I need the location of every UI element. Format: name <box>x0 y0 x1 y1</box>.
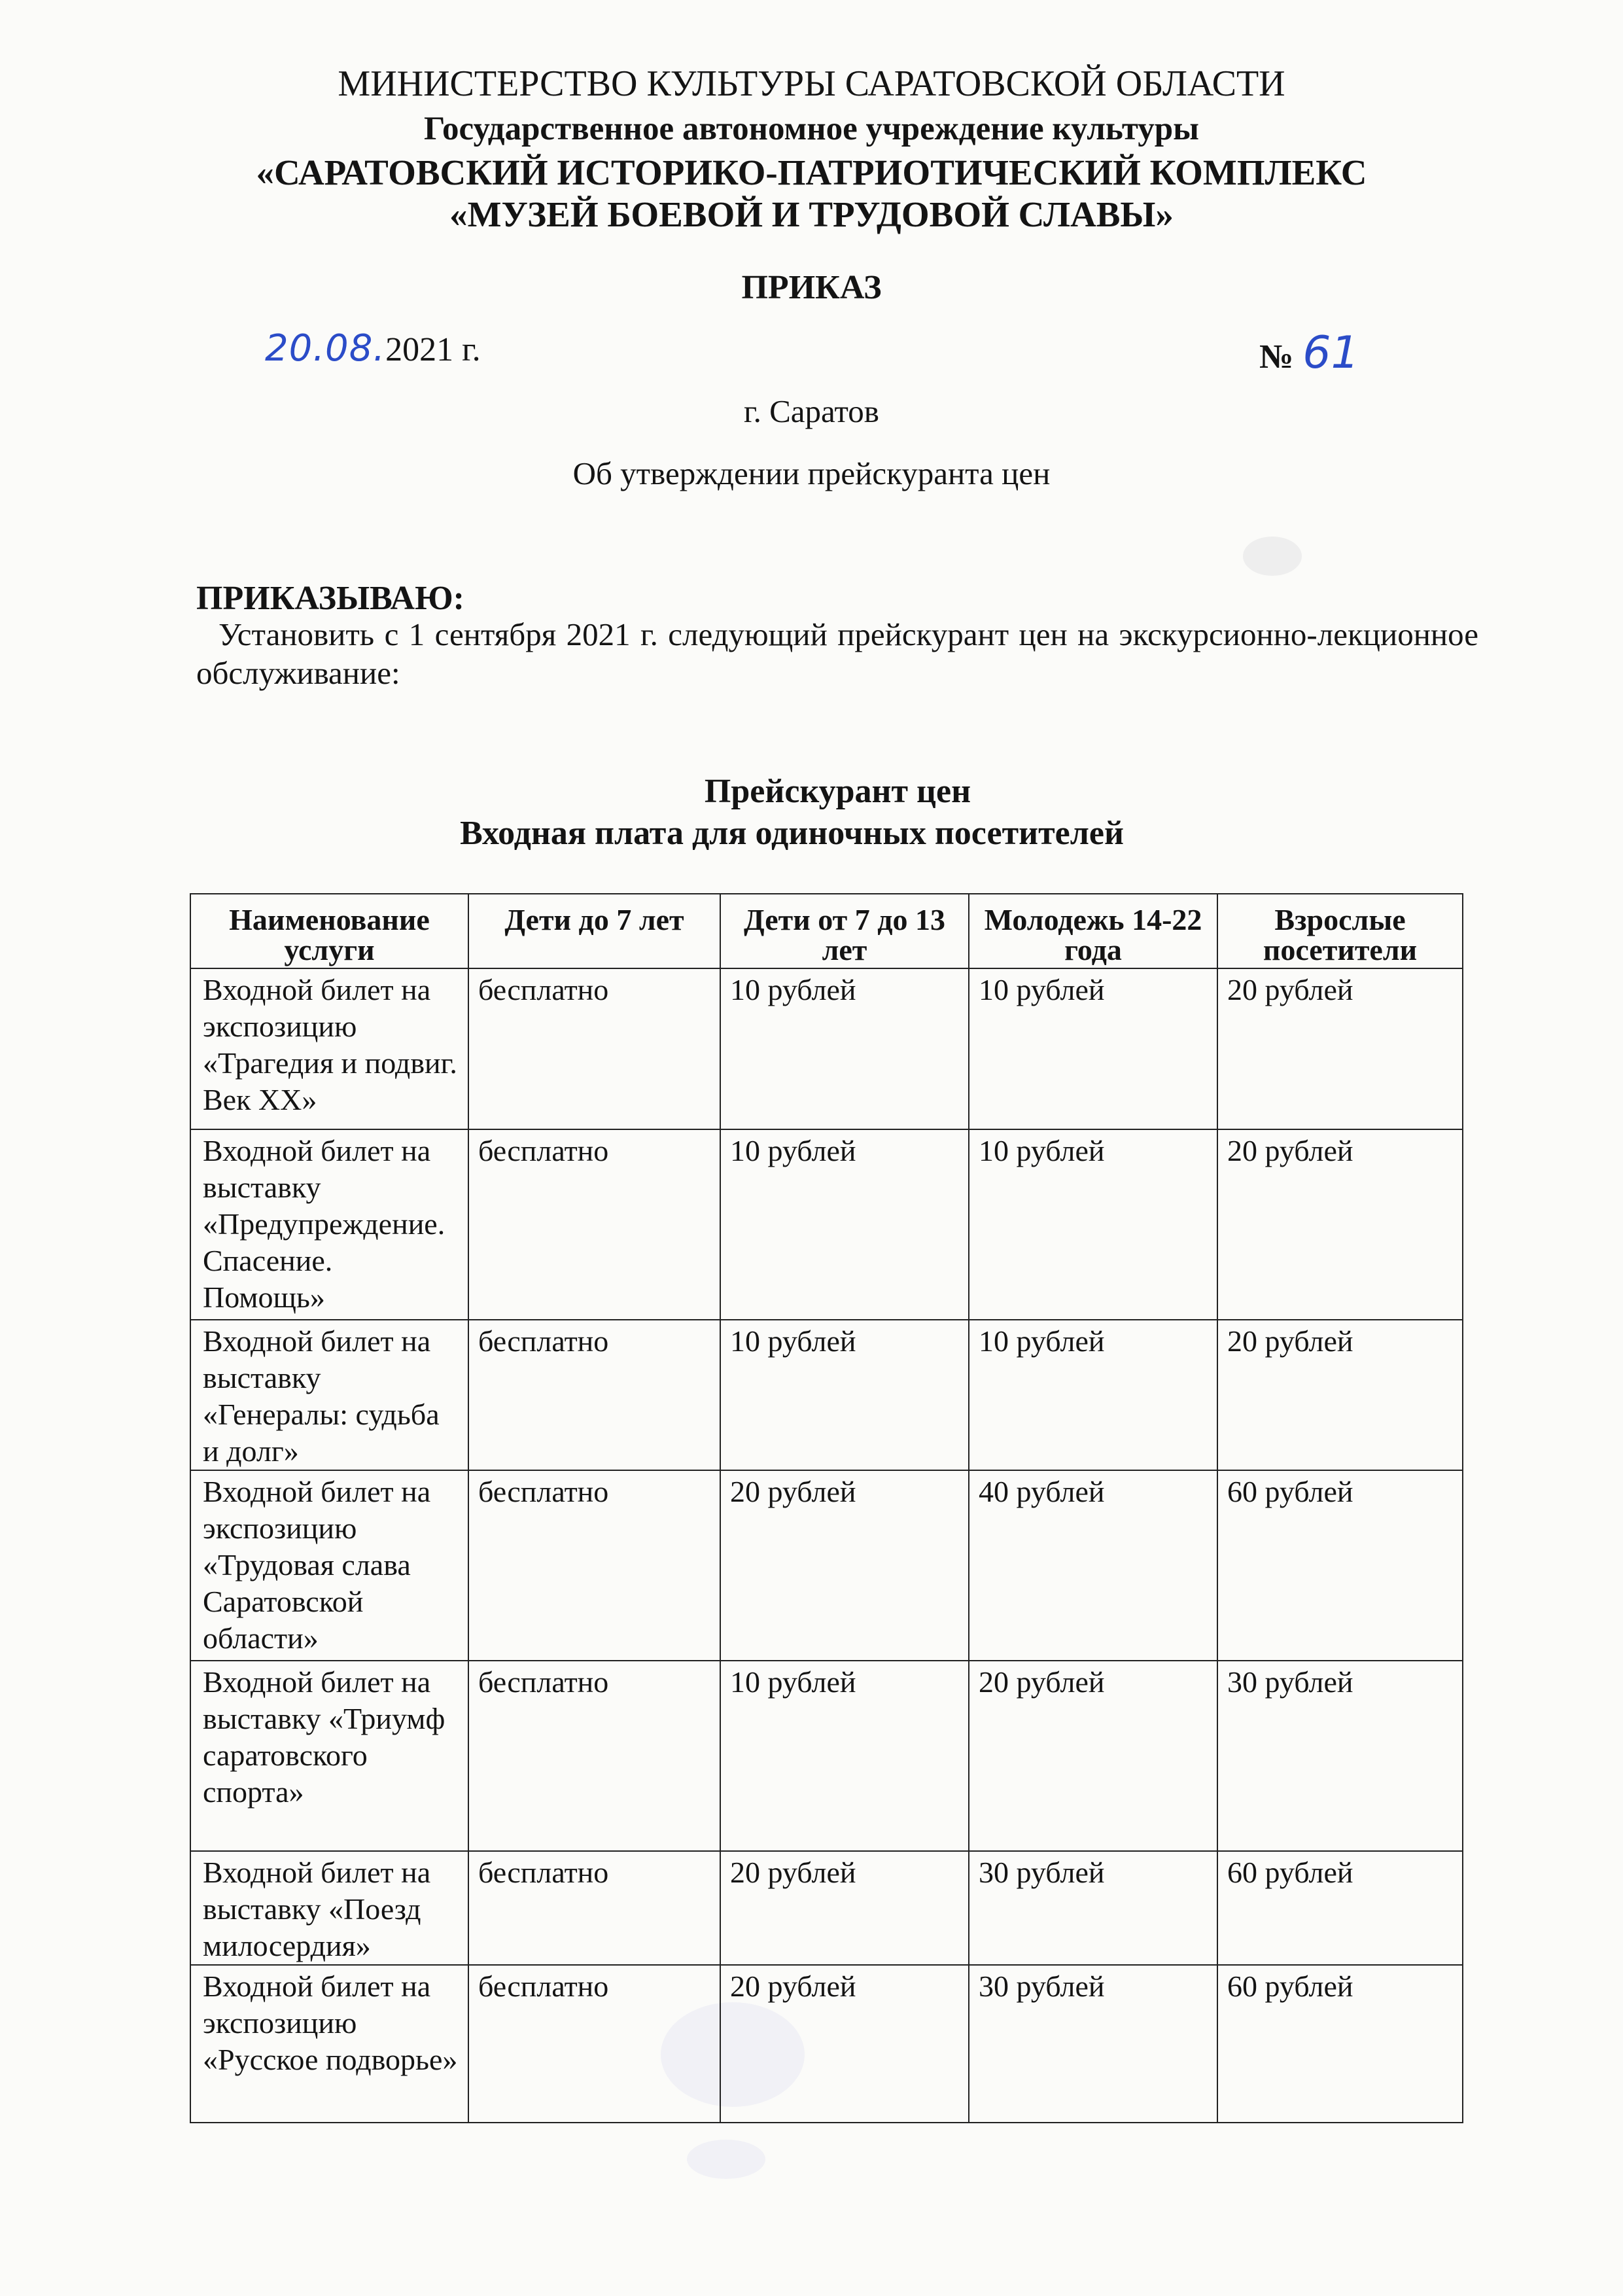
price-under-7: бесплатно <box>468 1470 720 1661</box>
document-title: ПРИКАЗ <box>741 269 882 306</box>
service-name: Входной билет на выставку «Поезд милосердия» <box>190 1851 468 1965</box>
order-heading: ПРИКАЗЫВАЮ: <box>196 580 464 617</box>
price-table <box>190 893 1463 2123</box>
price-adults: 60 рублей <box>1217 1470 1463 1661</box>
column-header-7-13: Дети от 7 до 13 лет <box>720 894 969 968</box>
price-list-title: Прейскурант цен <box>704 773 971 810</box>
price-7-13: 10 рублей <box>720 1320 969 1470</box>
price-7-13: 10 рублей <box>720 1129 969 1320</box>
price-youth: 20 рублей <box>969 1661 1217 1851</box>
price-7-13: 20 рублей <box>720 1851 969 1965</box>
price-adults: 20 рублей <box>1217 1320 1463 1470</box>
price-under-7: бесплатно <box>468 968 720 1129</box>
document-date <box>265 327 481 370</box>
document-city: г. Саратов <box>744 393 879 429</box>
price-youth: 30 рублей <box>969 1965 1217 2123</box>
price-youth: 10 рублей <box>969 1320 1217 1470</box>
column-header-under-7: Дети до 7 лет <box>468 894 720 968</box>
price-under-7: бесплатно <box>468 1129 720 1320</box>
institution-type: Государственное автономное учреждение культуры <box>424 111 1199 147</box>
number-label: № <box>1259 338 1294 376</box>
table-row <box>190 1851 1463 1965</box>
price-7-13: 10 рублей <box>720 968 969 1129</box>
table-row <box>190 1470 1463 1661</box>
price-list-subtitle: Входная плата для одиночных посетителей <box>460 815 1124 852</box>
table-header-row <box>190 894 1463 968</box>
column-header-adults: Взрослые посетители <box>1217 894 1463 968</box>
document-number <box>1259 327 1359 379</box>
price-adults: 60 рублей <box>1217 1965 1463 2123</box>
document-subject: Об утверждении прейскуранта цен <box>572 455 1051 491</box>
price-under-7: бесплатно <box>468 1661 720 1851</box>
table-row <box>190 968 1463 1129</box>
price-under-7: бесплатно <box>468 1965 720 2123</box>
table-row <box>190 1129 1463 1320</box>
price-7-13: 10 рублей <box>720 1661 969 1851</box>
institution-name-line-1: «САРАТОВСКИЙ ИСТОРИКО-ПАТРИОТИЧЕСКИЙ КОМПЛЕКС <box>256 152 1367 192</box>
service-name: Входной билет на выставку «Генералы: судьба и долг» <box>190 1320 468 1470</box>
table-row <box>190 1965 1463 2123</box>
handwritten-date: 20.08. <box>265 327 386 370</box>
price-7-13: 20 рублей <box>720 1965 969 2123</box>
table-row <box>190 1661 1463 1851</box>
service-name: Входной билет на экспозицию «Русское подворье» <box>190 1965 468 2123</box>
price-adults: 20 рублей <box>1217 1129 1463 1320</box>
price-youth: 10 рублей <box>969 968 1217 1129</box>
price-7-13: 20 рублей <box>720 1470 969 1661</box>
price-adults: 60 рублей <box>1217 1851 1463 1965</box>
service-name: Входной билет на экспозицию «Трудовая слава Саратовской области» <box>190 1470 468 1661</box>
price-under-7: бесплатно <box>468 1320 720 1470</box>
order-text: Установить с 1 сентября 2021 г. следующий прейскурант цен на экскурсионно-лекционное обслуживание: <box>196 616 1478 691</box>
institution-name-line-2: «МУЗЕЙ БОЕВОЙ И ТРУДОВОЙ СЛАВЫ» <box>449 194 1174 234</box>
price-adults: 20 рублей <box>1217 968 1463 1129</box>
table-row <box>190 1320 1463 1470</box>
service-name: Входной билет на выставку «Предупреждение. Спасение. Помощь» <box>190 1129 468 1320</box>
service-name: Входной билет на экспозицию «Трагедия и подвиг. Век XX» <box>190 968 468 1129</box>
printed-year: 2021 г. <box>385 331 481 368</box>
service-name: Входной билет на выставку «Триумф саратовского спорта» <box>190 1661 468 1851</box>
price-youth: 40 рублей <box>969 1470 1217 1661</box>
price-under-7: бесплатно <box>468 1851 720 1965</box>
column-header-youth: Молодежь 14-22 года <box>969 894 1217 968</box>
ministry-name: МИНИСТЕРСТВО КУЛЬТУРЫ САРАТОВСКОЙ ОБЛАСТИ <box>338 63 1285 104</box>
price-adults: 30 рублей <box>1217 1661 1463 1851</box>
handwritten-number: 61 <box>1302 327 1359 379</box>
column-header-service: Наименование услуги <box>190 894 468 968</box>
price-youth: 30 рублей <box>969 1851 1217 1965</box>
price-youth: 10 рублей <box>969 1129 1217 1320</box>
